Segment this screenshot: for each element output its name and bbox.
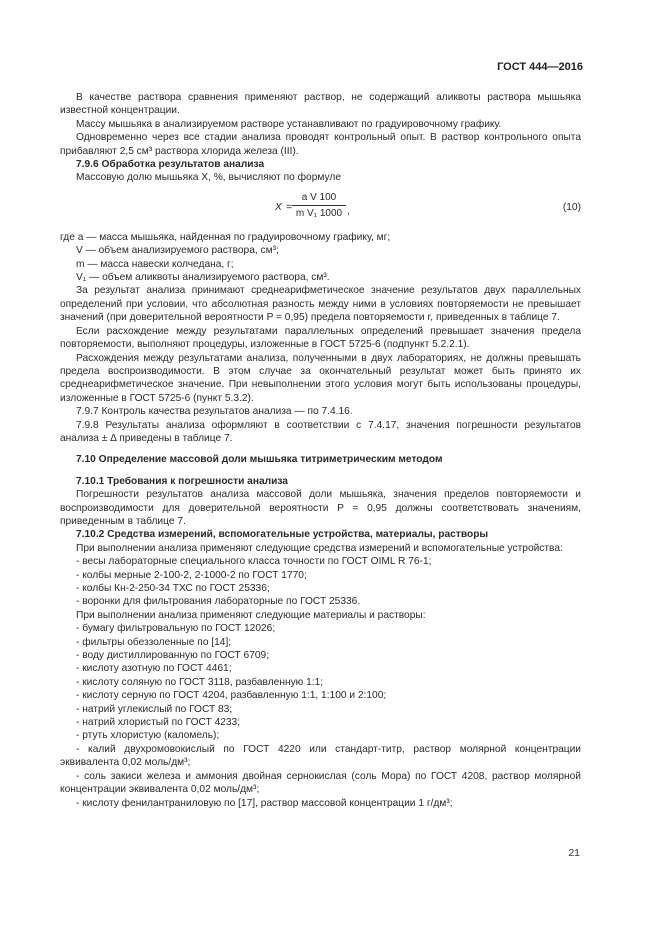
formula-equals: = <box>286 201 292 213</box>
spacer <box>60 467 581 475</box>
formula-comma: , <box>347 205 350 217</box>
paragraph-materials-intro: При выполнении анализа применяют следующие материалы и растворы: <box>76 609 426 621</box>
list-item: - натрий хлористый по ГОСТ 4233; <box>76 717 241 729</box>
formula-fraction <box>292 191 346 221</box>
section-heading-7-10: 7.10 Определение массовой доли мышьяка титриметрическим методом <box>76 454 443 466</box>
where-v1: V₁ — объем аликвоты анализируемого раствора, см³. <box>76 272 330 284</box>
list-item: - колбы Кн-2-250-34 ТХС по ГОСТ 25336; <box>76 583 270 594</box>
document-body <box>60 91 581 810</box>
paragraph-instruments-intro: При выполнении анализа применяют следующие средства измерений и вспомогательные устройства: <box>76 542 563 554</box>
paragraph-7-9-7: 7.9.7 Контроль качества результатов анализа — по 7.4.16. <box>76 406 353 418</box>
paragraph-formula-intro: Массовую долю мышьяка X, %, вычисляют по формуле <box>76 172 341 184</box>
formula-numerator: a V 100 <box>301 191 337 203</box>
where-a: где a — масса мышьяка, найденная по градуировочному графику, мг; <box>60 231 391 243</box>
spacer <box>60 445 581 453</box>
where-v: V — объем анализируемого раствора, см³; <box>76 245 279 257</box>
fraction-bar <box>292 205 346 206</box>
paragraph-reference-solution: В качестве раствора сравнения применяют раствор, не содержащий аликвоты раствора мышьяка известной концентрации. <box>60 92 581 117</box>
formula-denominator: m V₁ 1000 <box>295 208 343 220</box>
list-item: - ртуть хлористую (каломель); <box>76 730 220 742</box>
paragraph-control-experiment: Одновременно через все стадии анализа проводят контрольный опыт. В раствор контрольного опыта прибавляют 2,5 см³ раствора хлорида железа (III). <box>60 132 581 157</box>
list-item: - бумагу фильтровальную по ГОСТ 12026; <box>76 623 276 635</box>
list-item: - натрий углекислый по ГОСТ 83; <box>76 703 233 715</box>
formula-number: (10) <box>562 201 581 213</box>
list-item: - кислоту серную по ГОСТ 4204, разбавленную 1:1, 1:100 и 2:100; <box>76 690 387 702</box>
page-number: 21 <box>568 847 580 859</box>
paragraph-7-9-8: 7.9.8 Результаты анализа оформляют в соответствии с 7.4.17, значения погрешности результатов анализа ± Δ приведены в таблице 7. <box>60 419 581 444</box>
list-item: - фильтры обеззоленные по [14]; <box>76 636 232 648</box>
formula-lhs: X <box>275 201 282 213</box>
paragraph-reproducibility: Расхождения между результатами анализа, полученными в двух лабораториях, не должны превышать предела воспроизводимости. В этом случае за окончательный результат может быть принято их среднеарифметическое значение. При невыполнении этого условия могут быть использованы процедуры, изложенные в ГОСТ 5725-6 (пункт 5.3.2). <box>60 352 581 404</box>
list-item: - колбы мерные 2-100-2, 2-1000-2 по ГОСТ 1770; <box>76 569 307 581</box>
section-heading-7-10-1: 7.10.1 Требования к погрешности анализа <box>76 475 288 487</box>
paragraph-result-definition: За результат анализа принимают среднеарифметическое значение результатов двух параллельных определений при условии, что абсолютная разность между ними в условиях повторяемости не превышает значений (при доверительной вероятности P = 0,95) предела повторяемости r, приведенных в таблице 7. <box>60 285 581 324</box>
list-item: - кислоту соляную по ГОСТ 3118, разбавленную 1:1; <box>76 676 324 688</box>
where-m: m — масса навески колчедана, г; <box>76 258 234 270</box>
formula-10 <box>60 187 581 229</box>
paragraph-arsenic-mass: Массу мышьяка в анализируемом растворе устанавливают по градуировочному графику. <box>76 118 502 130</box>
paragraph-error-requirements: Погрешности результатов анализа массовой доли мышьяка, значения пределов повторяемости и воспроизводимости для доверительной вероятности P = 0,95 должны соответствовать значениям, приведенным в таблице 7. <box>60 489 581 527</box>
section-heading-7-10-2: 7.10.2 Средства измерений, вспомогательные устройства, материалы, растворы <box>76 529 489 541</box>
list-item-phenylanthranilic-acid: - кислоту фенилантраниловую по [17], раствор массовой концентрации 1 г/дм³; <box>76 797 453 809</box>
section-heading-7-9-6: 7.9.6 Обработка результатов анализа <box>76 159 265 171</box>
list-item: - воду дистиллированную по ГОСТ 6709; <box>76 650 270 662</box>
list-item-potassium-dichromate: - калий двухромовокислый по ГОСТ 4220 или стандарт-титр, раствор молярной концентрации эквивалента 0,02 моль/дм³; <box>60 743 581 769</box>
list-item-mohr-salt: - соль закиси железа и аммония двойная сернокислая (соль Мора) по ГОСТ 4208, раствор молярной концентрации эквивалента 0,02 моль/дм³; <box>60 770 581 796</box>
document-code-header: ГОСТ 444—2016 <box>497 61 583 73</box>
paragraph-repeatability-exceeded: Если расхождение между результатами параллельных определений превышает значения предела повторяемости, выполняют процедуры, изложенные в ГОСТ 5725-6 (подпункт 5.2.2.1). <box>60 325 581 351</box>
list-item: - весы лабораторные специального класса точности по ГОСТ OIML R 76-1; <box>76 556 432 568</box>
list-item: - воронки для фильтрования лабораторные по ГОСТ 25336. <box>76 596 361 608</box>
list-item: - кислоту азотную по ГОСТ 4461; <box>76 663 232 675</box>
